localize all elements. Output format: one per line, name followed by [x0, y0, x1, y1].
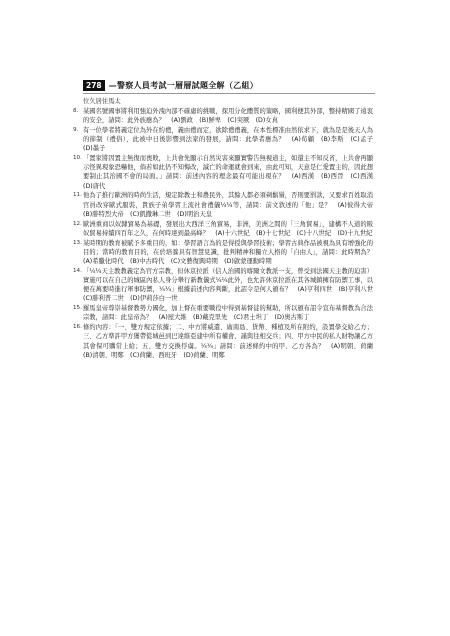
- question-list: [73, 97, 380, 360]
- question-item: [73, 191, 380, 219]
- page-number: 278: [83, 80, 105, 91]
- header-rule: [83, 93, 375, 94]
- question-item: [73, 323, 380, 360]
- question-text: 「置家將因置主無復而喪敗，上共會先顯示自然災害來顯實警告無視道主，如還主不知反省，上共會再顯示怪異現象恐嚇他，倘若如此仍不知悔改，滅亡的命運就會到來，由此可知，天意是仁愛置主的，因此想要制止其治國不會的局面。」請問：前述內容的理念最有可能出現在？ (A)西漢 (B)西晉 (C)西漢 (D)唐代: [83, 155, 380, 190]
- question-item: [73, 239, 380, 267]
- question-item: [73, 107, 373, 125]
- question-text: 某時期的教育被賦予多重目的，如：學習語言為的是得授與學習技術；學習古典作品被視為具有增強化的目的；當時的教育目的，在於培養具有智慧見識，批判精神和獨立人格的「自由人」，請問：此時期為？ (A)希臘化時代 (B)中古時代 (C)文藝復興時期 (D)啟蒙運動時期: [83, 239, 380, 266]
- question-item: [73, 126, 380, 154]
- question-text: 某國名號國事將利用強迫外洩內部不確慮的挑戰，探用分化體質的策略，國利便其外部，整持精國了遠衷的安全，請問：此外族應為？ (A)劉政 (B)鮮卑 (C)突厥 (D)女真: [83, 107, 373, 124]
- question-item: [73, 267, 380, 304]
- question-number: 11.: [73, 192, 82, 199]
- question-item: [73, 220, 373, 238]
- page-header: [83, 80, 373, 91]
- question-number: 14.: [73, 267, 82, 274]
- question-number: 9.: [73, 126, 79, 133]
- question-number: 10.: [73, 155, 82, 161]
- question-text: 羅馬皇帝尊崇基督教勢力國化，加上督在重要戰役中得到基督徒的幫助，所以頒布詔令宣布基督教為合法宗教，請問：此皇帝為？ (A)屋大維 (B)戴克里先 (C)君士坦丁 (D)奧古斯丁: [83, 305, 373, 322]
- question-number: 13.: [73, 239, 82, 246]
- question-text: 有一位學者將義定位為外在約禮，義由禮而定，欲除禮禮義，在本性標准由然依求下，就為是是後天人為的節制（禮俗），此被中日後影響到法家的發展，請問：此學者應為？ (A)荀顧 (B)李斯 (C)孟子 (D)墨子: [83, 126, 380, 153]
- question-number: 12.: [73, 220, 82, 227]
- question-text: 他為了推行歐洲的時尚生活，規定除教士和農民外，其餘人都必須剃鬍鬚，否則要罰款，又要求百姓取消官員改穿歐式服裝，貴族子弟學習上流社會禮儀¼¼等，請問：前文敘述的「他」是？ (A)彼得大帝 (B)腓特烈大帝 (C)凱撒琳二世 (D)明治天皇: [83, 192, 380, 218]
- question-number: 8.: [73, 107, 79, 114]
- question-text: 歐洲重商以奴隸貿易為基礎，發展出大西洋三角貿易，非洲，美洲之間的「三角貿易」，建構不人道的販奴貿易持續四百年之久，在何時達到最高峰？ (A)十六世紀 (B)十七世紀 (C)十八世紀 (D)十九世紀: [83, 220, 373, 237]
- question-text: 「¼¼天主教教義定為官方宗教，但休京拉派（信人治國的喀爾文教派一支，曾受到法國天主教的迫害）實施可以在自己的城區內私人身分舉行新教儀式¼¼此外，也允許休京拉派在其各城鎮擁有防禦工事，以便在萬要時進行軍事防禦，¼¼」根據前述內容判斷，此詔令是何人頒布？ (A)亨利四世 (B)亨利八世 (C)腓利普二世 (D)伊莉莎白一世: [83, 267, 380, 303]
- question-text: 條約內容：「一、雙方規定依據；二、中方將威遣、廣南島、貨幣、種植及所在附約，設置學交給乙方；三、乙方準許甲方獲帶從城邑到巴達維亞建中所有權會、謹與往相交兵；四、甲方中民的私人財物讓乙方其會保可購常上給；五、雙方交換俘虜。¼¼」請問：前述條約中的甲、乙方各為？ (A)明朝、荷蘭 (B)清朝、明鄭 (C)荷蘭、西班牙 (D)荷蘭、明鄭: [83, 324, 380, 359]
- question-number: 15.: [73, 305, 82, 312]
- question-item: [73, 304, 373, 322]
- question-item: [73, 154, 380, 191]
- page-header-title: —警察人員考試一層層試題全解（乙組）: [108, 81, 259, 90]
- question-number: 16.: [73, 324, 82, 331]
- continued-answer-line: 位久居住馬太: [83, 98, 121, 105]
